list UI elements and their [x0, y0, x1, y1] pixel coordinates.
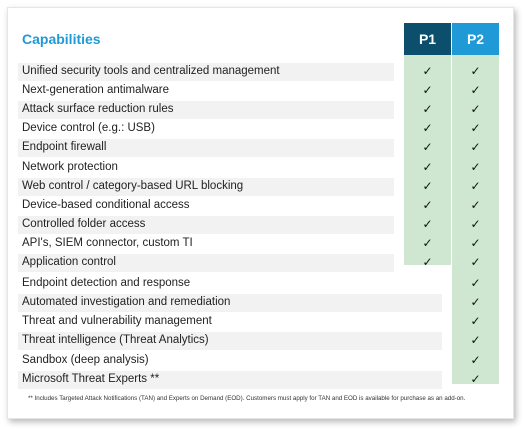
p1-check-icon: ✓ — [422, 64, 433, 78]
table-row — [18, 139, 499, 157]
p2-check-icon: ✓ — [470, 333, 481, 348]
capabilities-table — [7, 7, 514, 419]
p2-check-icon: ✓ — [470, 178, 481, 193]
p2-check-icon: ✓ — [470, 235, 481, 250]
table-row — [18, 101, 499, 119]
table-row — [18, 352, 499, 370]
p2-check-icon: ✓ — [470, 276, 481, 291]
table-row — [18, 159, 499, 177]
capability-label: Controlled folder access — [22, 217, 146, 230]
p2-check-icon: ✓ — [470, 121, 481, 136]
p2-check-icon: ✓ — [470, 197, 481, 212]
p2-check-icon: ✓ — [470, 159, 481, 174]
capability-label: Endpoint firewall — [22, 141, 107, 154]
capability-label: Device control (e.g.: USB) — [22, 122, 155, 135]
p2-check-icon: ✓ — [470, 371, 481, 386]
p1-check-icon: ✓ — [422, 83, 433, 98]
p1-check-icon: ✓ — [422, 121, 433, 136]
p2-check-icon: ✓ — [470, 314, 481, 329]
capability-label: Application control — [22, 256, 116, 268]
table-row — [18, 254, 499, 272]
capability-label: Unified security tools and centralized management — [22, 65, 280, 77]
table-title: Capabilities — [22, 31, 101, 47]
table-row — [18, 216, 499, 234]
capability-label: Device-based conditional access — [22, 198, 190, 211]
table-row — [18, 120, 499, 138]
p1-check-icon: ✓ — [422, 197, 433, 212]
table-row — [18, 371, 499, 389]
p1-check-icon: ✓ — [422, 235, 433, 250]
table-row — [18, 197, 499, 215]
p1-check-icon: ✓ — [422, 140, 433, 155]
table-row — [18, 178, 499, 196]
table-header — [8, 8, 513, 55]
p1-check-icon: ✓ — [422, 159, 433, 174]
p1-check-icon: ✓ — [422, 216, 433, 231]
capability-label: Network protection — [22, 160, 118, 173]
column-header-p2: P2 — [452, 23, 499, 55]
capability-label: Microsoft Threat Experts ** — [22, 372, 160, 385]
footnote: ** Includes Targeted Attack Notifications (TAN) and Experts on Demand (EOD). Customers must apply for TAN and EOD is available for purchase as an add-on. — [28, 395, 466, 402]
table-row — [18, 82, 499, 100]
table-row — [18, 294, 499, 312]
p1-check-icon: ✓ — [422, 102, 433, 117]
capability-label: Web control / category-based URL blocking — [22, 179, 244, 192]
capability-label: API's, SIEM connector, custom TI — [22, 236, 193, 249]
p1-check-icon: ✓ — [422, 178, 433, 193]
p2-check-icon: ✓ — [470, 83, 481, 98]
capability-label: Threat intelligence (Threat Analytics) — [22, 334, 209, 347]
capability-label: Endpoint detection and response — [22, 277, 191, 290]
p2-check-icon: ✓ — [470, 352, 481, 367]
capability-label: Automated investigation and remediation — [22, 296, 231, 309]
table-row — [18, 313, 499, 331]
capability-label: Threat and vulnerability management — [22, 315, 212, 328]
table-row — [18, 235, 499, 253]
p2-check-icon: ✓ — [470, 64, 481, 78]
table-row — [18, 275, 499, 293]
p2-check-icon: ✓ — [470, 140, 481, 155]
p2-check-icon: ✓ — [470, 295, 481, 310]
p2-check-icon: ✓ — [470, 255, 481, 269]
capability-label: Sandbox (deep analysis) — [22, 353, 149, 366]
table-row — [18, 63, 499, 81]
p2-check-icon: ✓ — [470, 102, 481, 117]
column-header-p1: P1 — [404, 23, 451, 55]
capability-label: Attack surface reduction rules — [22, 103, 174, 116]
table-row — [18, 332, 499, 350]
p1-check-icon: ✓ — [422, 255, 433, 269]
p2-check-icon: ✓ — [470, 216, 481, 231]
capability-label: Next-generation antimalware — [22, 84, 170, 97]
